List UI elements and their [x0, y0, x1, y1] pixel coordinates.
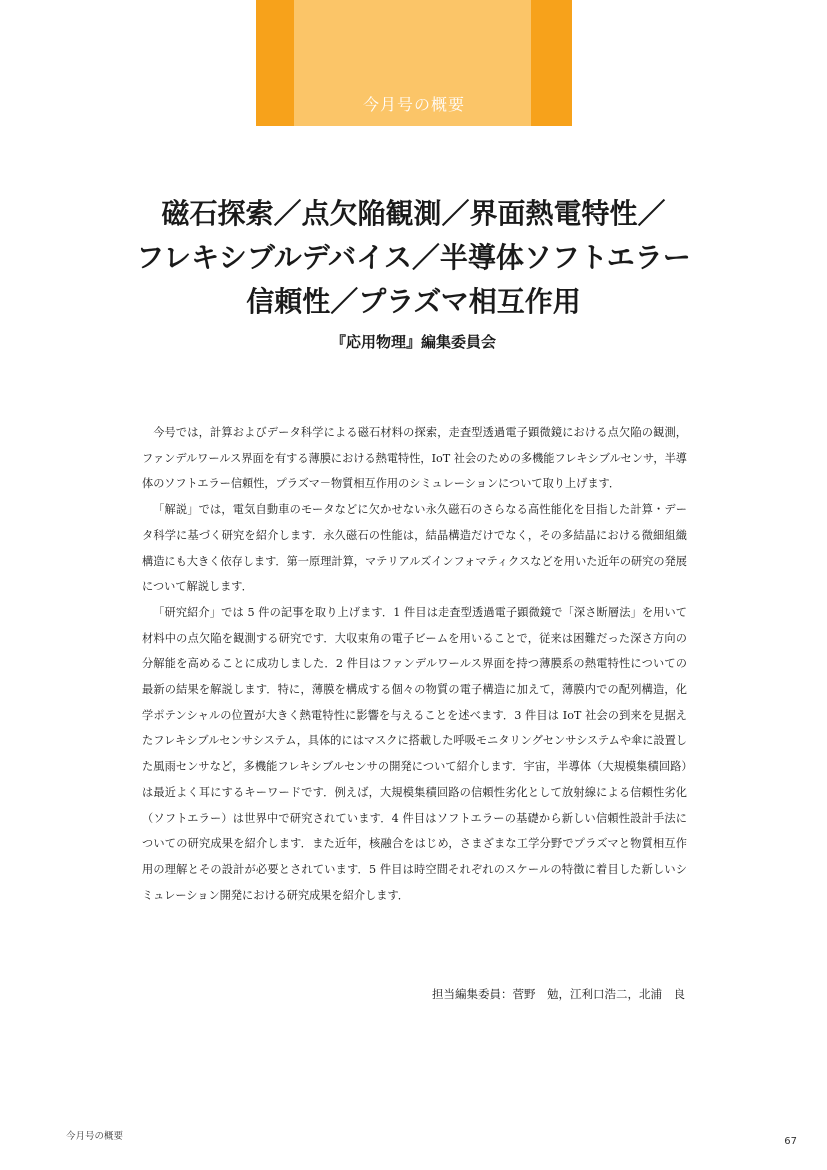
article-body: [142, 420, 687, 908]
paragraph-intro: 今号では，計算およびデータ科学による磁石材料の探索，走査型透過電子顕微鏡における点欠陥の観測，ファンデルワールス界面を有する薄膜における熱電特性，IoT 社会のための多機能フレキシブルセンサ，半導体のソフトエラー信頼性，プラズマ－物質相互作用のシミュレーションについて取り上げます．: [142, 426, 687, 491]
page-number: 67: [784, 1136, 797, 1147]
header-banner: [256, 0, 572, 126]
paragraph-review: 「解説」では，電気自動車のモータなどに欠かせない永久磁石のさらなる高性能化を目指した計算・データ科学に基づく研究を紹介します．永久磁石の性能は，結晶構造だけでなく，その多結晶における微細組織構造にも大きく依存します．第一原理計算，マテリアルズインフォマティクスなどを用いた近年の研究の発展について解説します．: [142, 503, 687, 594]
page-title-line-2: フレキシブルデバイス／半導体ソフトエラー: [136, 241, 691, 274]
page-title: [100, 192, 727, 324]
page-title-line-1: 磁石探索／点欠陥観測／界面熱電特性／: [161, 197, 666, 230]
footer-section: 今月号の概要: [66, 1131, 124, 1142]
author: 『応用物理』編集委員会: [330, 333, 496, 351]
editors-credit: 担当編集委員：菅野 勉，江利口浩二，北浦 良: [432, 987, 685, 1001]
page-title-line-3: 信頼性／プラズマ相互作用: [246, 285, 581, 318]
paragraph-research: 「研究紹介」では 5 件の記事を取り上げます．1 件目は走査型透過電子顕微鏡で「深さ断層法」を用いて材料中の点欠陥を観測する研究です．大収束角の電子ビームを用いることで，従来は困難だった深さ方向の分解能を高めることに成功しました．2 件目はファンデルワールス界面を持つ薄膜系の熱電特性についての最新の結果を解説します．特に，薄膜を構成する個々の物質の電子構造に加えて，薄膜内での配列構造，化学ポテンシャルの位置が大きく熱電特性に影響を与えることを述べます．3 件目は IoT 社会の到来を見据えたフレキシブルセンサシステム，具体的にはマスクに搭載した呼吸モニタリングセンサシステムや傘に設置した風雨センサなど，多機能フレキシブルセンサの開発について紹介します．宇宙，半導体（大規模集積回路）は最近よく耳にするキーワードです．例えば，大規模集積回路の信頼性劣化として放射線による信頼性劣化（ソフトエラー）は世界中で研究されています．4 件目はソフトエラーの基礎から新しい信頼性設計手法についての研究成果を紹介します．また近年，核融合をはじめ，さまざまな工学分野でプラズマと物質相互作用の理解とその設計が必要とされています．5 件目は時空間それぞれのスケールの特徴に着目した新しいシミュレーション開発における研究成果を紹介します．: [142, 605, 687, 902]
section-label: 今月号の概要: [362, 95, 465, 114]
